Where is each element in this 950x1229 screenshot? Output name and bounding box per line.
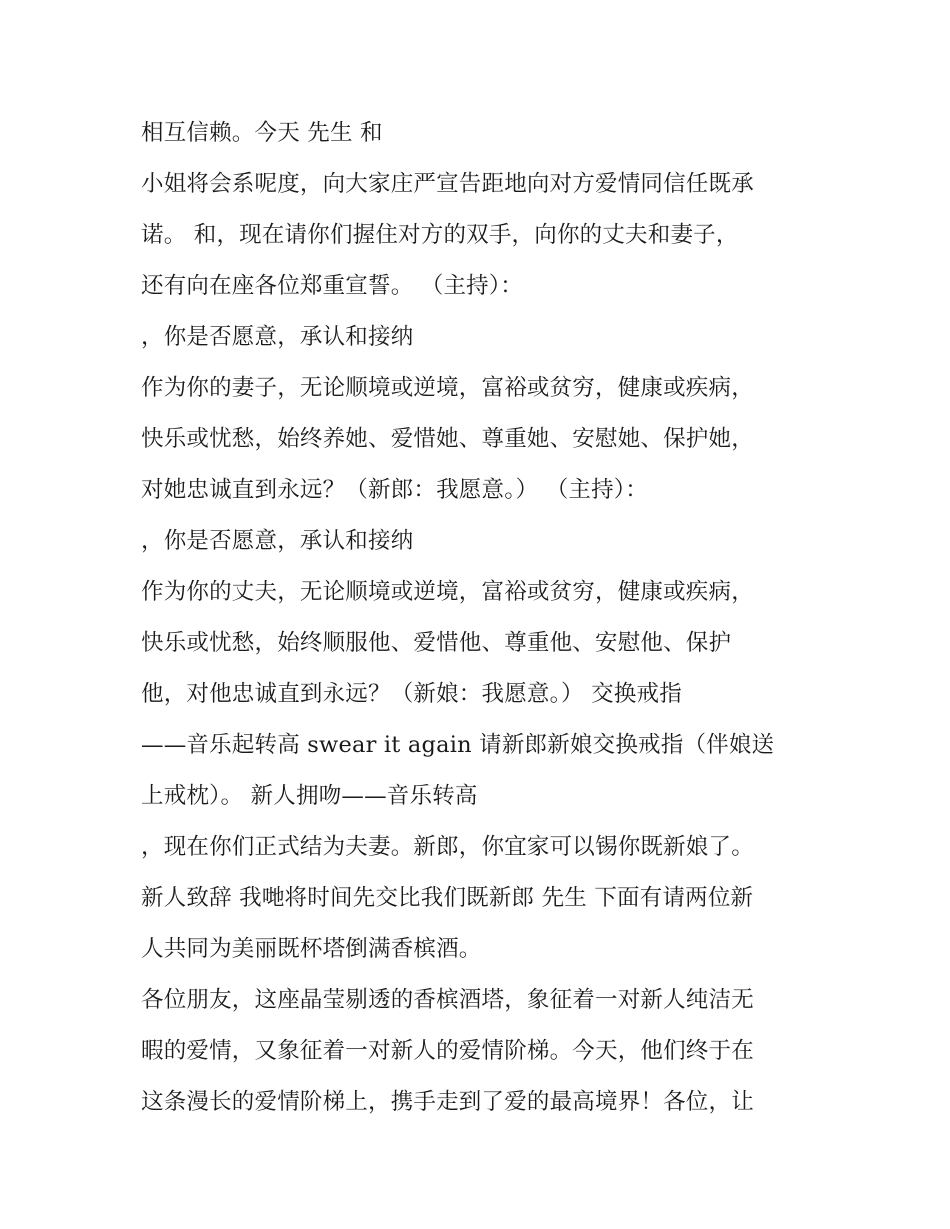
text-line: 对她忠诚直到永远？（新郎：我愿意。） （主持）： <box>141 477 648 503</box>
text-line: ——音乐起转高 swear it again 请新郎新娘交换戒指（伴娘送 <box>141 732 775 758</box>
text-line: 诺。 和，现在请你们握住对方的双手，向你的丈夫和妻子， <box>141 222 739 248</box>
text-line: ，现在你们正式结为夫妻。新郎，你宜家可以锡你既新娘了。 <box>141 834 754 860</box>
text-line: 各位朋友，这座晶莹剔透的香槟酒塔，象征着一对新人纯洁无 <box>141 987 754 1013</box>
text-line: 作为你的妻子，无论顺境或逆境，富裕或贫穷，健康或疾病， <box>141 375 754 401</box>
text-line: 相互信赖。今天 先生 和 <box>141 120 383 146</box>
text-line: 暇的爱情，又象征着一对新人的爱情阶梯。今天，他们终于在 <box>141 1038 754 1064</box>
text-line: 小姐将会系呢度，向大家庄严宣告距地向对方爱情同信任既承 <box>141 171 754 197</box>
text-line: 作为你的丈夫，无论顺境或逆境，富裕或贫穷，健康或疾病， <box>141 579 754 605</box>
text-line: ，你是否愿意，承认和接纳 <box>141 528 414 554</box>
text-line: 快乐或忧愁，始终养她、爱惜她、尊重她、安慰她、保护她， <box>141 426 754 452</box>
text-line: 快乐或忧愁，始终顺服他、爱惜他、尊重他、安慰他、保护 <box>141 630 732 656</box>
text-line: 还有向在座各位郑重宣誓。 （主持）： <box>141 273 524 299</box>
text-line: 上戒枕）。 新人拥吻——音乐转高 <box>141 783 478 809</box>
document-body <box>141 108 821 1128</box>
text-line: ，你是否愿意，承认和接纳 <box>141 324 414 350</box>
text-line: 他，对他忠诚直到永远？（新娘：我愿意。） 交换戒指 <box>141 681 682 707</box>
text-line: 人共同为美丽既杯塔倒满香槟酒。 <box>141 936 482 962</box>
text-line: 新人致辞 我哋将时间先交比我们既新郎 先生 下面有请两位新 <box>141 885 754 911</box>
text-line: 这条漫长的爱情阶梯上，携手走到了爱的最高境界！各位，让 <box>141 1089 754 1115</box>
